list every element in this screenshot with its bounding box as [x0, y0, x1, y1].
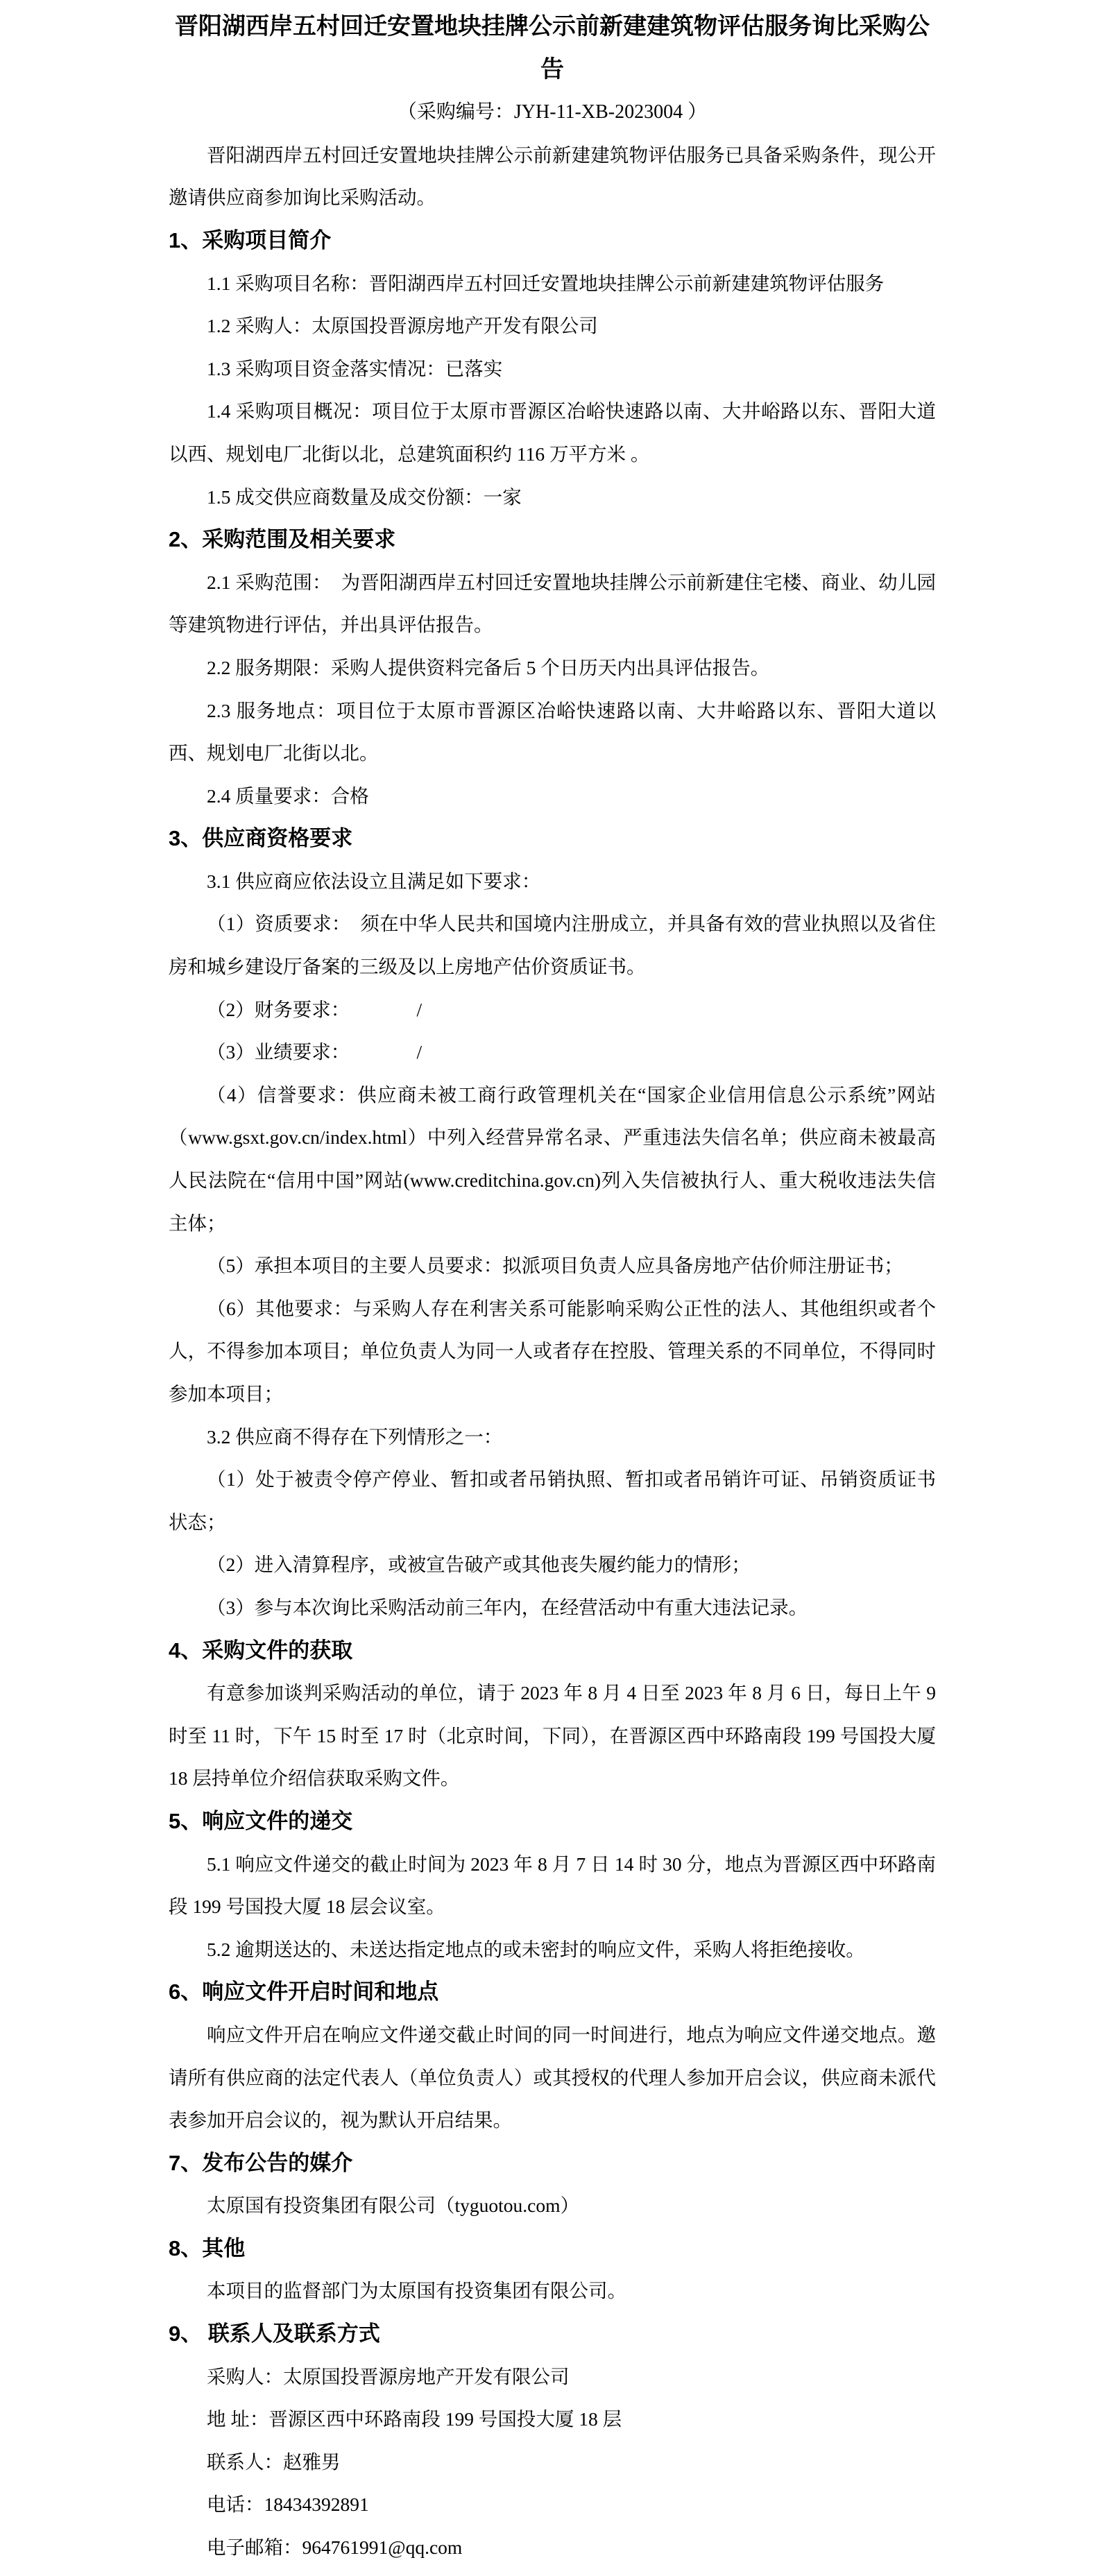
section-contact-info [169, 2312, 936, 2569]
paragraph: （2）财务要求： / [207, 998, 423, 1020]
contact-person: 联系人：赵雅男 [207, 2450, 341, 2473]
paragraph: （1）资质要求： 须在中华人民共和国境内注册成立，并具备有效的营业执照以及省住房和城乡建设厅备案的三级及以上房地产估价资质证书。 [169, 913, 936, 978]
section-heading: 7、发布公告的媒介 [169, 2150, 353, 2175]
section-document-acquisition [169, 1629, 936, 1800]
paragraph: 本项目的监督部门为太原国有投资集团有限公司。 [207, 2280, 626, 2302]
paragraph: 1.3 采购项目资金落实情况：已落实 [207, 357, 503, 379]
paragraph: 5.1 响应文件递交的截止时间为 2023 年 8 月 7 日 14 时 30 分，地点为晋源区西中环路南段 199 号国投大厦 18 层会议室。 [169, 1853, 936, 1918]
procurement-number: （采购编号：JYH-11-XB-2023004 ） [397, 101, 708, 123]
section-supplier-qualifications [169, 817, 936, 1629]
section-opening-time-place [169, 1970, 936, 2141]
paragraph: 1.1 采购项目名称：晋阳湖西岸五村回迁安置地块挂牌公示前新建建筑物评估服务 [207, 272, 885, 294]
section-heading: 5、响应文件的递交 [169, 1808, 353, 1833]
paragraph: 太原国有投资集团有限公司（tyguotou.com） [207, 2195, 580, 2217]
section-heading: 8、其他 [169, 2235, 246, 2260]
section-announcement-media [169, 2142, 936, 2227]
section-scope-requirements [169, 518, 936, 817]
paragraph: 3.1 供应商应依法设立且满足如下要求： [207, 870, 541, 892]
section-heading: 4、采购文件的获取 [169, 1638, 353, 1663]
paragraph: 2.1 采购范围： 为晋阳湖西岸五村回迁安置地块挂牌公示前新建住宅楼、商业、幼儿园等建筑物进行评估，并出具评估报告。 [169, 571, 936, 636]
section-other [169, 2227, 936, 2312]
paragraph: 响应文件开启在响应文件递交截止时间的同一时间进行，地点为响应文件递交地点。邀请所有供应商的法定代表人（单位负责人）或其授权的代理人参加开启会议，供应商未派代表参加开启会议的，视为默认开启结果。 [169, 2023, 936, 2131]
intro-paragraph: 晋阳湖西岸五村回迁安置地块挂牌公示前新建建筑物评估服务已具备采购条件，现公开邀请供应商参加询比采购活动。 [169, 144, 936, 209]
section-response-submission [169, 1800, 936, 1970]
contact-phone: 电话：18434392891 [207, 2493, 369, 2516]
paragraph: 2.2 服务期限：采购人提供资料完备后 5 个日历天内出具评估报告。 [207, 656, 770, 678]
paragraph: （6）其他要求：与采购人存在利害关系可能影响采购公正性的法人、其他组织或者个人，不得参加本项目；单位负责人为同一人或者存在控股、管理关系的不同单位，不得同时参加本项目； [169, 1297, 936, 1405]
section-heading: 6、响应文件开启时间和地点 [169, 1980, 439, 2004]
paragraph: （1）处于被责令停产停业、暂扣或者吊销执照、暂扣或者吊销许可证、吊销资质证书状态； [169, 1468, 936, 1533]
contact-email: 电子邮箱：964761991@qq.com [207, 2536, 463, 2559]
paragraph: 有意参加谈判采购活动的单位，请于 2023 年 8 月 4 日至 2023 年 8 月 6 日，每日上午 9 时至 11 时，下午 15 时至 17 时（北京时间，下同），在晋源区西中环路南段 199 号国投大厦 18 层持单位介绍信获取采购文件。 [169, 1682, 936, 1789]
paragraph: 5.2 逾期送达的、未送达指定地点的或未密封的响应文件，采购人将拒绝接收。 [207, 1938, 865, 1960]
document-title: 晋阳湖西岸五村回迁安置地块挂牌公示前新建建筑物评估服务询比采购公告 [175, 14, 930, 83]
paragraph: 3.2 供应商不得存在下列情形之一： [207, 1425, 503, 1448]
paragraph: 1.4 采购项目概况：项目位于太原市晋源区冶峪快速路以南、大井峪路以东、晋阳大道以西、规划电厂北街以北，总建筑面积约 116 万平方米 。 [169, 400, 936, 465]
section-project-overview [169, 219, 936, 518]
paragraph: （2）进入清算程序，或被宣告破产或其他丧失履约能力的情形； [207, 1554, 751, 1576]
contact-purchaser: 采购人：太原国投晋源房地产开发有限公司 [207, 2365, 570, 2387]
paragraph: 1.2 采购人：太原国投晋源房地产开发有限公司 [207, 315, 598, 337]
section-heading: 2、采购范围及相关要求 [169, 527, 396, 552]
paragraph: （3）业绩要求： / [207, 1041, 423, 1063]
paragraph: 2.3 服务地点：项目位于太原市晋源区冶峪快速路以南、大井峪路以东、晋阳大道以西、规划电厂北街以北。 [169, 699, 936, 764]
paragraph: （3）参与本次询比采购活动前三年内，在经营活动中有重大违法记录。 [207, 1596, 808, 1618]
paragraph: 1.5 成交供应商数量及成交份额：一家 [207, 486, 522, 508]
section-heading: 9、 联系人及联系方式 [169, 2321, 380, 2346]
contact-address: 地 址：晋源区西中环路南段 199 号国投大厦 18 层 [207, 2408, 622, 2430]
paragraph: （5）承担本项目的主要人员要求：拟派项目负责人应具备房地产估价师注册证书； [207, 1255, 903, 1277]
paragraph: （4）信誉要求：供应商未被工商行政管理机关在“国家企业信用信息公示系统”网站（www.gsxt.gov.cn/index.html）中列入经营异常名录、严重违法失信名单；供应商未被最高人民法院在“信用中国”网站(www.creditchina.gov.cn)列入失信被执行人、重大税收违法失信主体； [169, 1083, 936, 1234]
section-heading: 3、供应商资格要求 [169, 826, 353, 851]
section-heading: 1、采购项目简介 [169, 227, 332, 252]
paragraph: 2.4 质量要求：合格 [207, 784, 369, 807]
